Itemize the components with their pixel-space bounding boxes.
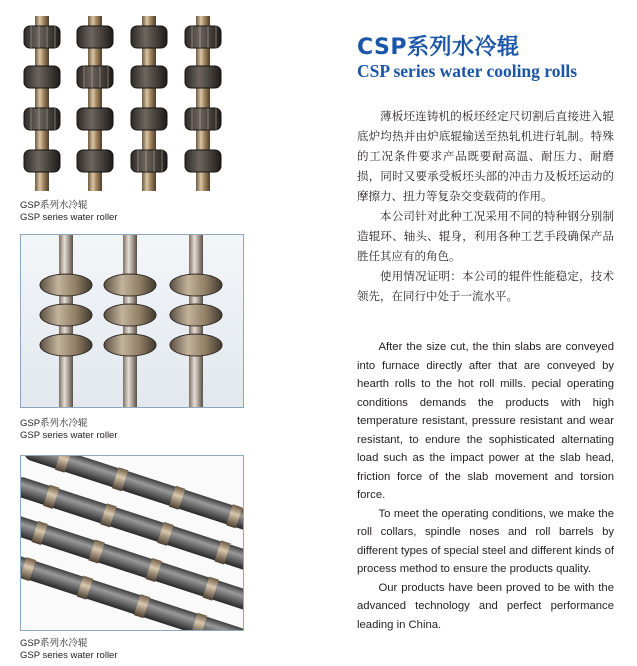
roller-barrels <box>21 456 243 630</box>
roller-collars <box>40 274 222 356</box>
caption-en: GSP series water roller <box>20 212 118 223</box>
caption-cn: GSP系列水冷辊 <box>20 200 88 211</box>
page-title-cn: CSP系列水冷辊 <box>357 35 520 60</box>
en-paragraph: After the size cut, the thin slabs are conveyed into furnace directly after that are conveyed by hearth rolls to the hot roll mills. pecial operating conditions demands the products with high temperature resistant, pressure resistant and wear resistant, to endure the sophisticated alternating load such as the impact power at the slab head, friction force of the slab movement and torsion force. <box>357 341 614 501</box>
en-paragraph: To meet the operating conditions, we make the roll collars, spindle noses and roll barrels by different types of special steel and different kinds of process method to ensure the products quality. <box>357 507 614 575</box>
roller-rings <box>24 26 221 172</box>
roller-shafts <box>35 16 210 192</box>
cn-paragraph: 使用情况证明：本公司的辊件性能稳定，技术领先，在同行中处于一流水平。 <box>357 271 614 303</box>
cn-paragraph: 薄板坯连铸机的板坯经定尺切割后直接进入辊底炉均热并由炉底辊输送至热轧机进行轧制。特殊的工况条件要求产品既要耐高温、耐压力、耐磨损，同时又要承受板坯头部的冲击力及板坯运动的摩擦力、扭力等复杂交变载荷的作用。 <box>357 111 614 203</box>
caption-cn: GSP系列水冷辊 <box>20 638 88 649</box>
roller-photo-2 <box>20 234 244 408</box>
page-title-en: CSP series water cooling rolls <box>357 61 578 81</box>
caption-cn: GSP系列水冷辊 <box>20 418 88 429</box>
caption-en: GSP series water roller <box>20 430 118 441</box>
cn-paragraph: 本公司针对此种工况采用不同的特种钢分别制造辊环、轴头、辊身，利用各种工艺手段确保产品胜任其应有的角色。 <box>357 211 614 263</box>
photo-caption-1 <box>20 200 118 224</box>
photo-caption-3 <box>20 638 118 662</box>
en-paragraph: Our products have been proved to be with the advanced technology and perfect performance leading in China. <box>357 581 614 631</box>
english-description <box>357 338 614 634</box>
roller-photo-1 <box>20 15 244 192</box>
photo-caption-2 <box>20 418 118 442</box>
chinese-description <box>357 107 614 307</box>
roller-photo-3 <box>20 455 244 631</box>
caption-en: GSP series water roller <box>20 650 118 661</box>
